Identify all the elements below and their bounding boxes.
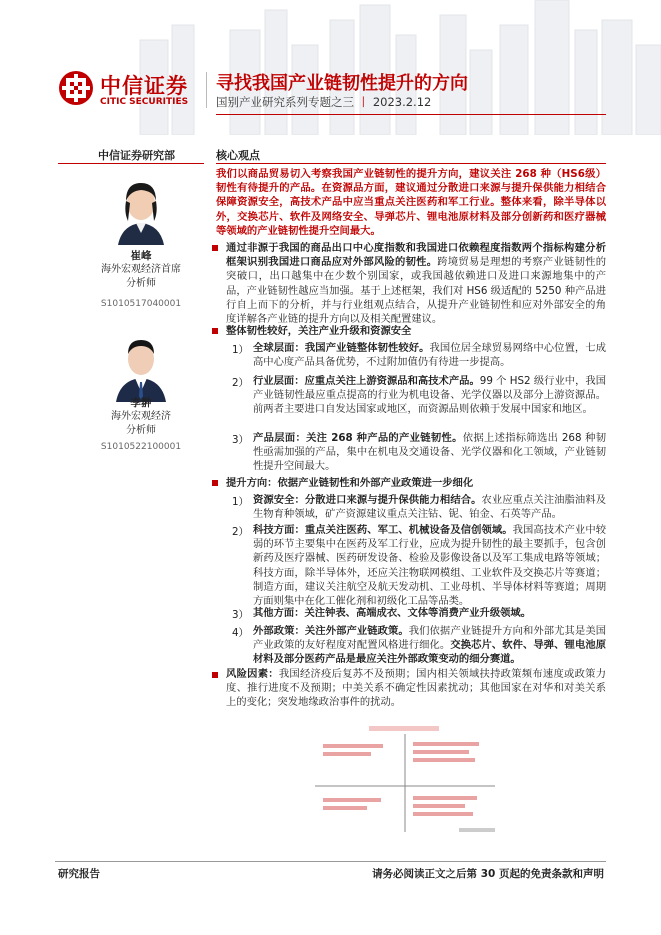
section-2-bullet (212, 328, 218, 334)
analyst-photo-1 (108, 173, 174, 245)
risk-label: 风险因素： (226, 668, 279, 680)
quadrant-tr-line-2 (413, 750, 469, 754)
sec2-item-1-number: 1） (232, 344, 249, 356)
quadrant-tl-line-2 (323, 752, 371, 756)
risk-bullet (212, 672, 218, 678)
core-views-rule (216, 163, 606, 164)
analyst-2-name: 李翀 (130, 397, 152, 409)
quadrant-bl-line-1 (323, 798, 381, 802)
sec3-item-3-number: 3） (232, 609, 249, 621)
sec2-item-1-lead: 全球层面：我国产业链整体韧性较好。 (253, 342, 430, 354)
analyst-2-title: 分析师 (126, 425, 156, 436)
analyst-2-role: 海外宏观经济 (111, 411, 171, 422)
sec2-item-1 (253, 341, 606, 369)
sec3-item-2-lead: 科技方面：重点关注医药、军工、机械设备及信创领域。 (253, 524, 513, 536)
quadrant-tr-line-1 (413, 742, 479, 746)
sec3-item-2 (253, 523, 606, 608)
sec3-item-4-text: 我们依据产业链提升方向和外部尤其是美国产业政策的友好程度对配置风格进行细化。 (253, 625, 607, 652)
header-divider (206, 72, 207, 108)
analyst-1-role: 海外宏观经济首席 (101, 264, 181, 275)
sec3-item-3 (253, 606, 606, 620)
logo-english-text: CITIC SECURITIES (100, 97, 189, 107)
sec3-item-1-number: 1） (232, 496, 249, 508)
sec3-item-4-conclusion: 交换芯片、软件、导弹、锂电池原材料及部分医药产品是最应关注外部政策变动的细分赛道。 (253, 639, 607, 666)
chart-title-bar (369, 726, 439, 731)
risk-text: 我国经济疫后复苏不及预期；国内相关领域扶持政策频布速度或政策力度、推行进度不及预期；中美关系不确定性因素扰动；其他国家在对华和对美关系上的变化；突发地缘政治事件的扰动。 (226, 668, 607, 709)
analyst-1-name: 崔峰 (130, 250, 152, 262)
section-1-lead: 通过非源于我国的商品出口中心度指数和我国进口依赖程度指数两个指标构建分析框架识别我国进口商品应对外部风险的韧性。 (226, 242, 606, 269)
summary-paragraph: 我们以商品贸易切入考察我国产业链韧性的提升方向，建议关注 268 种（HS6级）韧性有待提升的产品。在资源品方面，建议通过分散进口来源与提升保供能力相结合保障资源安全，高技术产品中应当重点关注医药和军工行业。整体来看，除半导体以外，交换芯片、软件及网络安全、导弹芯片、锂电池原材料及部分创新药和医疗器械等领域的产业链韧性提升空间最大。 (216, 168, 606, 237)
section-3-title: 提升方向：依据产业链韧性和外部产业政策进一步细化 (226, 477, 474, 489)
quadrant-bl-line-2 (323, 806, 367, 810)
quadrant-br-line-3 (413, 812, 473, 816)
analyst-photo-2 (108, 330, 174, 402)
sec2-item-1-text: 我国位居全球贸易网络中心位置，七成高中心度产品具备优势，不过附加值仍有待进一步提高。 (253, 342, 607, 369)
sidebar-heading-rule (58, 163, 204, 164)
analyst-1-title: 分析师 (126, 278, 156, 289)
chart-source-note (459, 828, 495, 832)
section-3-bullet (212, 480, 218, 486)
footer-disclaimer: 请务必阅读正文之后第 30 页起的免责条款和声明 (372, 868, 604, 880)
header-rule (216, 114, 606, 115)
subtitle-separator: 丨 (357, 95, 370, 109)
sec3-item-1 (253, 493, 606, 521)
section-1-bullet (212, 245, 218, 251)
sec2-item-3-number: 3） (232, 434, 249, 446)
citic-logo-icon (58, 70, 94, 106)
sec2-item-2-lead: 行业层面：应重点关注上游资源品和高技术产品。 (253, 375, 480, 387)
report-title: 寻找我国产业链韧性提升的方向 (216, 73, 468, 94)
section-2-title: 整体韧性较好，关注产业升级和资源安全 (226, 325, 412, 337)
sidebar-heading: 中信证券研究部 (98, 149, 175, 162)
logo-chinese-text: 中信证券 (100, 74, 188, 98)
quadrant-br-line-2 (413, 804, 465, 808)
section-1-paragraph (226, 241, 606, 326)
analyst-1-info (81, 249, 201, 291)
sec2-item-3 (253, 431, 606, 474)
sec2-item-3-lead: 产品层面：关注 268 种产品的产业链韧性。 (253, 432, 463, 444)
sec2-item-2 (253, 374, 606, 417)
report-date: 2023.2.12 (372, 95, 432, 109)
sec2-item-3-text: 依据上述指标筛选出 268 种韧性亟需加强的产品，集中在机电及交通设备、光学仪器和化工领域，产业链韧性提升空间最大。 (253, 432, 606, 473)
sec2-item-2-number: 2） (232, 377, 249, 389)
analyst-2-info (81, 396, 201, 438)
sec3-item-4 (253, 624, 606, 667)
sec3-item-2-number: 2） (232, 526, 249, 538)
series-name: 国别产业研究系列专题之三 (216, 95, 354, 109)
sec3-item-4-lead: 外部政策：关注外部产业链政策。 (253, 625, 409, 637)
footer-rule (55, 861, 606, 862)
risk-paragraph (226, 667, 606, 710)
section-1-body: 跨境贸易是理想的考察产业链韧性的突破口，出口越集中在少数个别国家，或我国越依赖进口及进口来源地集中的产品，产业链韧性越应当加强。基于上述框架，我们对 HS6 级适配的 5250 种产品进行自上而下的分析，并与行业组观点结合，从提升产业链韧性和应对外部安全的角度详解各产业链的提升方向以及相关配置建议。 (226, 256, 607, 326)
analyst-2-license: S1010522100001 (100, 442, 182, 452)
sec2-item-2-text: 99 个 HS2 级行业中，我国产业链韧性最应重点提高的行业为机电设备、光学仪器以及部分上游资源品。前两者主要进口自发达国家或地区，而资源品则依赖于发展中国家和地区。 (253, 375, 606, 416)
sec3-item-2-text: 我国高技术产业中较弱的环节主要集中在医药及军工行业，应成为提升韧性的最主要抓手，包含创新药及医疗器械、医药研发设备、检验及影像设备以及军工集成电路等领域；科技方面，除半导体外，还应关注物联网模组、工业软件及交换芯片等赛道；制造方面，建议关注航空及航天发动机、工业母机、半导体材料等赛道；周期方面则集中在化工催化剂和初级化工品等品类。 (253, 524, 607, 608)
quadrant-br-line-1 (413, 796, 477, 800)
sec3-item-1-lead: 资源安全：分散进口来源与提升保供能力相结合。 (253, 494, 482, 506)
sec3-item-1-text: 农业应重点关注油脂油料及生物育种领域，矿产资源建议重点关注钴、铌、铂金、石英等产品。 (253, 494, 606, 521)
core-views-heading: 核心观点 (216, 149, 260, 162)
quadrant-tr-line-3 (413, 758, 475, 762)
footer-report-type: 研究报告 (58, 868, 100, 880)
analyst-1-license: S1010517040001 (100, 299, 182, 309)
sec3-item-4-number: 4） (232, 627, 249, 639)
quadrant-tl-line-1 (323, 744, 383, 748)
sec3-item-3-lead: 其他方面：关注钟表、高端成衣、文体等消费产业升级领域。 (253, 607, 532, 619)
report-subtitle (216, 94, 431, 110)
quadrant-chart (309, 724, 501, 838)
